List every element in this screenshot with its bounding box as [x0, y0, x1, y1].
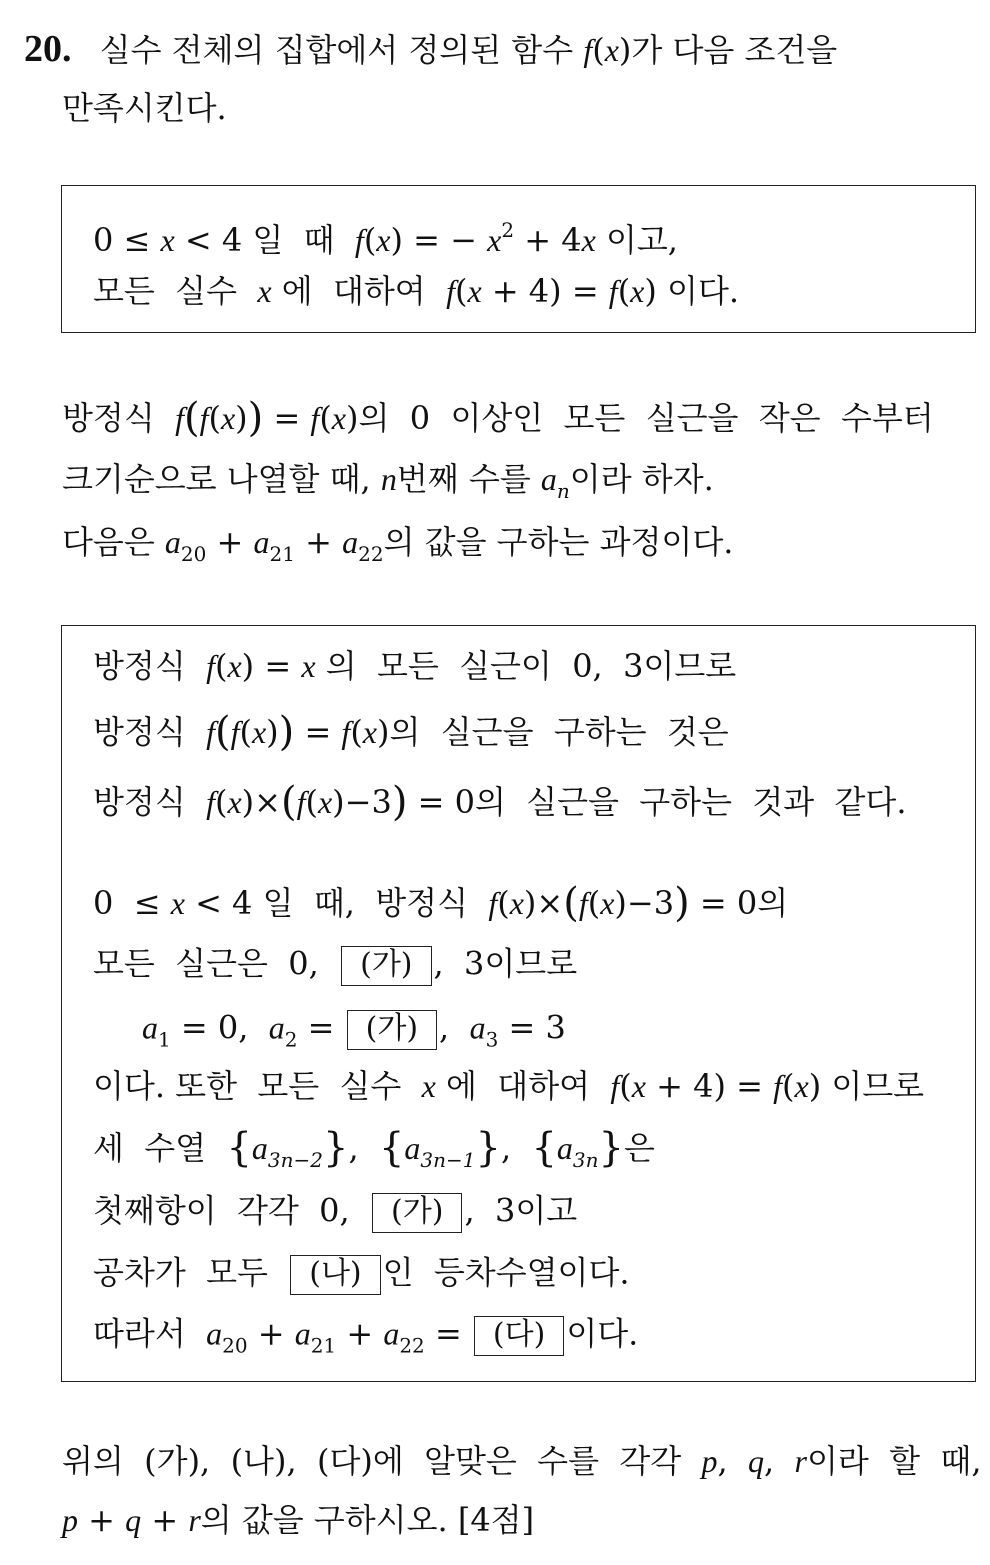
- solution-line10: 공차가 모두 (나) 인 등차수열이다.: [93, 1255, 630, 1295]
- problem-line3: 다음은 $a_{20} + a_{21} + a_{22}$의 값을 구하는 과정이다.: [62, 523, 734, 566]
- solution-line7: 이다. 또한 모든 실수 x 에 대하여 f(x + 4) = f(x) 이므로: [93, 1067, 925, 1105]
- solution-line6: $a_1 = 0$, $a_2$ = (가) , $a_3 = 3$: [142, 1008, 566, 1052]
- condition-line2: 모든 실수 x 에 대하여 f(x + 4) = f(x) 이다.: [93, 272, 740, 310]
- blank-na: (나): [290, 1255, 380, 1295]
- blank-ga-1: (가): [341, 946, 431, 986]
- condition-line1: 0 ≤ x < 4 일 때 f(x) = − $x^2 + 4x$ 이고,: [93, 218, 678, 259]
- blank-ga-3: (가): [372, 1193, 462, 1233]
- question-stem-line2: 만족시킨다.: [62, 89, 227, 127]
- final-line2: p + q + r의 값을 구하시오. [4점]: [62, 1501, 535, 1539]
- solution-line11: 따라서 $a_{20} + a_{21} + a_{22}$ = (다) 이다.: [93, 1314, 639, 1358]
- problem-line1: 방정식 f(f(x)) = f(x)의 0 이상인 모든 실근을 작은 수부터: [62, 395, 934, 441]
- solution-line1: 방정식 f(x) = x 의 모든 실근이 0, 3이므로: [93, 647, 737, 685]
- solution-line2: 방정식 f(f(x)) = f(x)의 실근을 구하는 것은: [93, 709, 729, 755]
- condition-box: [61, 185, 976, 333]
- solution-line9: 첫째항이 각각 0, (가) , 3이고: [93, 1193, 577, 1233]
- problem-line2: 크기순으로 나열할 때, n번째 수를 $a_n$이라 하자.: [62, 460, 714, 503]
- solution-line4: 0 ≤ x < 4 일 때, 방정식 f(x)×(f(x)−3) = 0의: [93, 880, 789, 926]
- final-line1: 위의 (가), (나), (다)에 알맞은 수를 각각 p, q, r이라 할 때,: [62, 1442, 982, 1480]
- solution-line5: 모든 실근은 0, (가) , 3이므로: [93, 946, 577, 986]
- solution-line3: 방정식 f(x)×(f(x)−3) = 0의 실근을 구하는 것과 같다.: [93, 779, 907, 825]
- solution-line8: 세 수열 $\{a_{3n-2}\}$, $\{a_{3n-1}\}$, $\{a_{3n}\}$은: [93, 1125, 655, 1172]
- blank-da: (다): [474, 1316, 564, 1356]
- question-stem-line1: 20. 실수 전체의 집합에서 정의된 함수 f(x)가 다음 조건을: [24, 28, 838, 70]
- question-number: 20.: [24, 28, 72, 70]
- blank-ga-2: (가): [347, 1010, 437, 1050]
